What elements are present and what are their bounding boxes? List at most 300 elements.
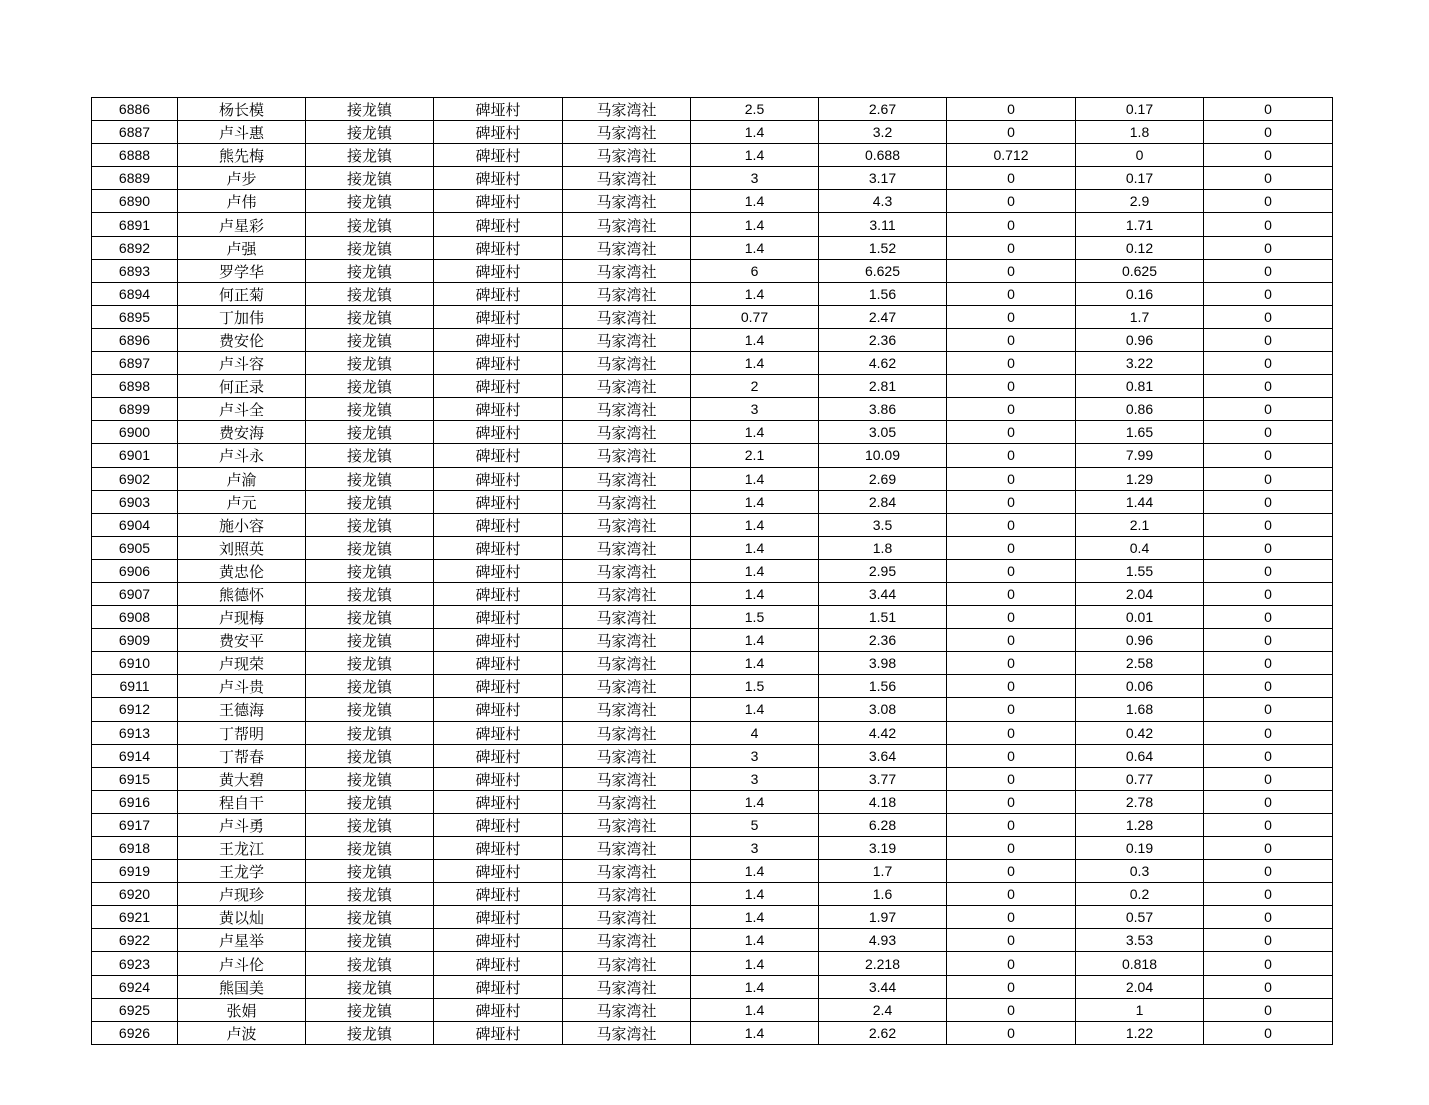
cell-value-e: 0 — [1204, 190, 1333, 213]
cell-value-c: 0 — [947, 259, 1076, 282]
cell-value-e: 0 — [1204, 813, 1333, 836]
cell-village: 碑垭村 — [434, 998, 563, 1021]
cell-value-b: 3.11 — [819, 213, 947, 236]
cell-name: 卢斗全 — [178, 398, 306, 421]
cell-name: 熊国美 — [178, 975, 306, 998]
cell-value-a: 3 — [691, 744, 819, 767]
cell-town: 接龙镇 — [306, 675, 434, 698]
cell-row-number: 6916 — [92, 790, 178, 813]
cell-village: 碑垭村 — [434, 259, 563, 282]
cell-value-a: 1.4 — [691, 328, 819, 351]
cell-group: 马家湾社 — [563, 398, 691, 421]
cell-value-d: 0.4 — [1076, 536, 1204, 559]
cell-town: 接龙镇 — [306, 606, 434, 629]
cell-name: 卢现荣 — [178, 652, 306, 675]
table-row — [92, 606, 1333, 629]
cell-value-c: 0.712 — [947, 144, 1076, 167]
cell-row-number: 6909 — [92, 629, 178, 652]
cell-group: 马家湾社 — [563, 698, 691, 721]
cell-value-a: 2.1 — [691, 444, 819, 467]
cell-value-a: 1.4 — [691, 490, 819, 513]
cell-value-c: 0 — [947, 652, 1076, 675]
cell-name: 卢现梅 — [178, 606, 306, 629]
cell-row-number: 6924 — [92, 975, 178, 998]
cell-row-number: 6899 — [92, 398, 178, 421]
cell-town: 接龙镇 — [306, 952, 434, 975]
cell-value-c: 0 — [947, 375, 1076, 398]
cell-name: 费安海 — [178, 421, 306, 444]
cell-group: 马家湾社 — [563, 883, 691, 906]
cell-name: 王龙江 — [178, 837, 306, 860]
cell-value-e: 0 — [1204, 213, 1333, 236]
cell-value-c: 0 — [947, 860, 1076, 883]
cell-value-c: 0 — [947, 582, 1076, 605]
cell-row-number: 6920 — [92, 883, 178, 906]
cell-row-number: 6897 — [92, 352, 178, 375]
table-row — [92, 352, 1333, 375]
cell-value-d: 0.57 — [1076, 906, 1204, 929]
cell-value-c: 0 — [947, 698, 1076, 721]
cell-value-d: 1 — [1076, 998, 1204, 1021]
cell-value-d: 2.04 — [1076, 582, 1204, 605]
cell-value-e: 0 — [1204, 559, 1333, 582]
cell-group: 马家湾社 — [563, 975, 691, 998]
cell-name: 卢元 — [178, 490, 306, 513]
cell-town: 接龙镇 — [306, 883, 434, 906]
cell-row-number: 6919 — [92, 860, 178, 883]
cell-value-c: 0 — [947, 767, 1076, 790]
cell-value-c: 0 — [947, 213, 1076, 236]
table-row — [92, 675, 1333, 698]
cell-row-number: 6889 — [92, 167, 178, 190]
cell-village: 碑垭村 — [434, 652, 563, 675]
table-row — [92, 582, 1333, 605]
cell-village: 碑垭村 — [434, 121, 563, 144]
cell-value-d: 2.58 — [1076, 652, 1204, 675]
table-row — [92, 883, 1333, 906]
cell-group: 马家湾社 — [563, 305, 691, 328]
cell-value-a: 1.4 — [691, 1021, 819, 1044]
cell-group: 马家湾社 — [563, 629, 691, 652]
cell-value-a: 1.4 — [691, 629, 819, 652]
cell-value-e: 0 — [1204, 282, 1333, 305]
cell-row-number: 6890 — [92, 190, 178, 213]
table-row — [92, 559, 1333, 582]
table-row — [92, 328, 1333, 351]
cell-value-a: 1.4 — [691, 467, 819, 490]
cell-town: 接龙镇 — [306, 236, 434, 259]
cell-group: 马家湾社 — [563, 652, 691, 675]
cell-name: 卢斗永 — [178, 444, 306, 467]
cell-village: 碑垭村 — [434, 190, 563, 213]
cell-value-a: 1.5 — [691, 606, 819, 629]
cell-name: 熊先梅 — [178, 144, 306, 167]
cell-value-b: 2.218 — [819, 952, 947, 975]
cell-name: 张娟 — [178, 998, 306, 1021]
cell-village: 碑垭村 — [434, 375, 563, 398]
cell-value-e: 0 — [1204, 352, 1333, 375]
cell-value-b: 3.19 — [819, 837, 947, 860]
cell-value-c: 0 — [947, 883, 1076, 906]
cell-value-b: 2.81 — [819, 375, 947, 398]
cell-value-b: 3.08 — [819, 698, 947, 721]
cell-village: 碑垭村 — [434, 282, 563, 305]
cell-value-a: 1.4 — [691, 952, 819, 975]
cell-value-e: 0 — [1204, 606, 1333, 629]
cell-village: 碑垭村 — [434, 975, 563, 998]
cell-value-e: 0 — [1204, 536, 1333, 559]
cell-group: 马家湾社 — [563, 375, 691, 398]
cell-value-a: 3 — [691, 767, 819, 790]
cell-value-d: 0.96 — [1076, 328, 1204, 351]
cell-value-c: 0 — [947, 282, 1076, 305]
cell-town: 接龙镇 — [306, 398, 434, 421]
cell-value-c: 0 — [947, 98, 1076, 121]
cell-name: 卢伟 — [178, 190, 306, 213]
cell-town: 接龙镇 — [306, 813, 434, 836]
cell-name: 王龙学 — [178, 860, 306, 883]
cell-row-number: 6888 — [92, 144, 178, 167]
cell-value-a: 1.4 — [691, 975, 819, 998]
cell-group: 马家湾社 — [563, 744, 691, 767]
cell-name: 卢斗惠 — [178, 121, 306, 144]
cell-row-number: 6894 — [92, 282, 178, 305]
cell-value-e: 0 — [1204, 490, 1333, 513]
cell-value-b: 4.93 — [819, 929, 947, 952]
cell-group: 马家湾社 — [563, 606, 691, 629]
cell-value-b: 2.67 — [819, 98, 947, 121]
cell-value-b: 2.47 — [819, 305, 947, 328]
cell-name: 卢斗伦 — [178, 952, 306, 975]
cell-value-d: 2.1 — [1076, 513, 1204, 536]
cell-village: 碑垭村 — [434, 721, 563, 744]
cell-village: 碑垭村 — [434, 236, 563, 259]
cell-row-number: 6917 — [92, 813, 178, 836]
cell-name: 罗学华 — [178, 259, 306, 282]
cell-group: 马家湾社 — [563, 790, 691, 813]
cell-value-e: 0 — [1204, 860, 1333, 883]
cell-value-c: 0 — [947, 328, 1076, 351]
cell-name: 丁帮明 — [178, 721, 306, 744]
table-row — [92, 490, 1333, 513]
cell-value-d: 0.17 — [1076, 167, 1204, 190]
cell-value-b: 0.688 — [819, 144, 947, 167]
cell-value-d: 1.71 — [1076, 213, 1204, 236]
cell-value-e: 0 — [1204, 975, 1333, 998]
cell-value-b: 1.51 — [819, 606, 947, 629]
cell-value-b: 2.69 — [819, 467, 947, 490]
cell-value-d: 0.96 — [1076, 629, 1204, 652]
cell-village: 碑垭村 — [434, 98, 563, 121]
cell-group: 马家湾社 — [563, 767, 691, 790]
cell-town: 接龙镇 — [306, 837, 434, 860]
cell-town: 接龙镇 — [306, 721, 434, 744]
cell-town: 接龙镇 — [306, 375, 434, 398]
cell-village: 碑垭村 — [434, 328, 563, 351]
cell-group: 马家湾社 — [563, 328, 691, 351]
cell-town: 接龙镇 — [306, 213, 434, 236]
cell-row-number: 6918 — [92, 837, 178, 860]
cell-value-d: 3.53 — [1076, 929, 1204, 952]
cell-value-a: 1.4 — [691, 236, 819, 259]
cell-group: 马家湾社 — [563, 467, 691, 490]
cell-town: 接龙镇 — [306, 144, 434, 167]
cell-village: 碑垭村 — [434, 744, 563, 767]
cell-value-d: 0.12 — [1076, 236, 1204, 259]
cell-row-number: 6908 — [92, 606, 178, 629]
cell-row-number: 6912 — [92, 698, 178, 721]
table-row — [92, 444, 1333, 467]
cell-row-number: 6922 — [92, 929, 178, 952]
cell-value-c: 0 — [947, 629, 1076, 652]
cell-value-e: 0 — [1204, 144, 1333, 167]
table-row — [92, 421, 1333, 444]
cell-group: 马家湾社 — [563, 860, 691, 883]
cell-group: 马家湾社 — [563, 98, 691, 121]
cell-value-d: 1.68 — [1076, 698, 1204, 721]
cell-value-e: 0 — [1204, 675, 1333, 698]
cell-village: 碑垭村 — [434, 860, 563, 883]
cell-name: 卢步 — [178, 167, 306, 190]
cell-row-number: 6907 — [92, 582, 178, 605]
cell-name: 卢斗贵 — [178, 675, 306, 698]
cell-group: 马家湾社 — [563, 675, 691, 698]
table-row — [92, 398, 1333, 421]
cell-value-b: 10.09 — [819, 444, 947, 467]
cell-value-b: 3.44 — [819, 582, 947, 605]
cell-value-d: 1.22 — [1076, 1021, 1204, 1044]
cell-value-b: 1.56 — [819, 282, 947, 305]
cell-town: 接龙镇 — [306, 259, 434, 282]
cell-row-number: 6891 — [92, 213, 178, 236]
table-row — [92, 860, 1333, 883]
cell-name: 刘照英 — [178, 536, 306, 559]
cell-row-number: 6893 — [92, 259, 178, 282]
cell-value-d: 3.22 — [1076, 352, 1204, 375]
cell-value-e: 0 — [1204, 929, 1333, 952]
cell-town: 接龙镇 — [306, 1021, 434, 1044]
cell-value-a: 1.4 — [691, 282, 819, 305]
cell-value-b: 1.56 — [819, 675, 947, 698]
cell-value-e: 0 — [1204, 721, 1333, 744]
cell-town: 接龙镇 — [306, 121, 434, 144]
cell-group: 马家湾社 — [563, 952, 691, 975]
cell-group: 马家湾社 — [563, 582, 691, 605]
cell-value-e: 0 — [1204, 1021, 1333, 1044]
cell-value-c: 0 — [947, 952, 1076, 975]
cell-value-a: 1.4 — [691, 998, 819, 1021]
cell-value-e: 0 — [1204, 652, 1333, 675]
table-row — [92, 837, 1333, 860]
cell-town: 接龙镇 — [306, 328, 434, 351]
cell-name: 卢斗勇 — [178, 813, 306, 836]
cell-value-b: 4.3 — [819, 190, 947, 213]
cell-value-a: 1.4 — [691, 121, 819, 144]
table-row — [92, 513, 1333, 536]
cell-value-e: 0 — [1204, 467, 1333, 490]
cell-value-c: 0 — [947, 536, 1076, 559]
cell-value-c: 0 — [947, 190, 1076, 213]
cell-row-number: 6903 — [92, 490, 178, 513]
cell-village: 碑垭村 — [434, 1021, 563, 1044]
cell-value-e: 0 — [1204, 98, 1333, 121]
table-row — [92, 998, 1333, 1021]
cell-value-e: 0 — [1204, 421, 1333, 444]
cell-town: 接龙镇 — [306, 860, 434, 883]
cell-value-e: 0 — [1204, 236, 1333, 259]
table-row — [92, 213, 1333, 236]
cell-value-c: 0 — [947, 444, 1076, 467]
cell-village: 碑垭村 — [434, 606, 563, 629]
cell-value-c: 0 — [947, 352, 1076, 375]
cell-name: 卢斗容 — [178, 352, 306, 375]
cell-value-b: 2.84 — [819, 490, 947, 513]
cell-value-d: 0.16 — [1076, 282, 1204, 305]
cell-group: 马家湾社 — [563, 236, 691, 259]
cell-value-a: 1.4 — [691, 929, 819, 952]
cell-value-b: 1.7 — [819, 860, 947, 883]
cell-value-d: 0.42 — [1076, 721, 1204, 744]
table-row — [92, 952, 1333, 975]
cell-value-d: 0.2 — [1076, 883, 1204, 906]
cell-value-c: 0 — [947, 998, 1076, 1021]
cell-value-e: 0 — [1204, 121, 1333, 144]
cell-row-number: 6910 — [92, 652, 178, 675]
cell-value-b: 2.36 — [819, 629, 947, 652]
cell-name: 施小容 — [178, 513, 306, 536]
cell-row-number: 6925 — [92, 998, 178, 1021]
cell-value-a: 1.4 — [691, 559, 819, 582]
cell-group: 马家湾社 — [563, 259, 691, 282]
cell-village: 碑垭村 — [434, 698, 563, 721]
cell-value-d: 2.9 — [1076, 190, 1204, 213]
cell-value-e: 0 — [1204, 328, 1333, 351]
cell-village: 碑垭村 — [434, 906, 563, 929]
data-table — [91, 97, 1333, 1045]
table-row — [92, 121, 1333, 144]
cell-name: 王德海 — [178, 698, 306, 721]
cell-value-d: 1.29 — [1076, 467, 1204, 490]
cell-town: 接龙镇 — [306, 190, 434, 213]
cell-name: 丁帮春 — [178, 744, 306, 767]
cell-value-d: 0.3 — [1076, 860, 1204, 883]
cell-value-d: 0.19 — [1076, 837, 1204, 860]
cell-town: 接龙镇 — [306, 513, 434, 536]
cell-value-c: 0 — [947, 398, 1076, 421]
cell-value-c: 0 — [947, 167, 1076, 190]
cell-value-d: 0.81 — [1076, 375, 1204, 398]
cell-group: 马家湾社 — [563, 837, 691, 860]
table-row — [92, 536, 1333, 559]
cell-value-c: 0 — [947, 421, 1076, 444]
cell-value-e: 0 — [1204, 305, 1333, 328]
table-row — [92, 813, 1333, 836]
table-row — [92, 144, 1333, 167]
cell-group: 马家湾社 — [563, 513, 691, 536]
cell-name: 何正菊 — [178, 282, 306, 305]
cell-value-b: 2.62 — [819, 1021, 947, 1044]
cell-value-b: 6.625 — [819, 259, 947, 282]
cell-value-e: 0 — [1204, 444, 1333, 467]
cell-town: 接龙镇 — [306, 652, 434, 675]
cell-value-b: 3.77 — [819, 767, 947, 790]
cell-town: 接龙镇 — [306, 975, 434, 998]
cell-name: 熊德怀 — [178, 582, 306, 605]
cell-group: 马家湾社 — [563, 1021, 691, 1044]
cell-village: 碑垭村 — [434, 444, 563, 467]
cell-row-number: 6906 — [92, 559, 178, 582]
cell-town: 接龙镇 — [306, 98, 434, 121]
cell-town: 接龙镇 — [306, 929, 434, 952]
cell-value-c: 0 — [947, 467, 1076, 490]
cell-group: 马家湾社 — [563, 998, 691, 1021]
cell-value-b: 2.4 — [819, 998, 947, 1021]
cell-value-e: 0 — [1204, 513, 1333, 536]
cell-name: 卢渝 — [178, 467, 306, 490]
cell-value-e: 0 — [1204, 767, 1333, 790]
cell-value-d: 0.64 — [1076, 744, 1204, 767]
cell-value-a: 4 — [691, 721, 819, 744]
cell-name: 费安伦 — [178, 328, 306, 351]
cell-value-d: 0.06 — [1076, 675, 1204, 698]
cell-value-c: 0 — [947, 559, 1076, 582]
cell-value-c: 0 — [947, 236, 1076, 259]
cell-row-number: 6887 — [92, 121, 178, 144]
cell-value-a: 1.4 — [691, 421, 819, 444]
table-row — [92, 259, 1333, 282]
cell-value-b: 1.6 — [819, 883, 947, 906]
cell-town: 接龙镇 — [306, 167, 434, 190]
cell-value-d: 7.99 — [1076, 444, 1204, 467]
cell-group: 马家湾社 — [563, 144, 691, 167]
cell-value-c: 0 — [947, 744, 1076, 767]
cell-town: 接龙镇 — [306, 582, 434, 605]
cell-value-c: 0 — [947, 1021, 1076, 1044]
cell-town: 接龙镇 — [306, 998, 434, 1021]
cell-group: 马家湾社 — [563, 490, 691, 513]
cell-value-d: 0.86 — [1076, 398, 1204, 421]
cell-group: 马家湾社 — [563, 421, 691, 444]
cell-village: 碑垭村 — [434, 790, 563, 813]
cell-value-b: 4.62 — [819, 352, 947, 375]
cell-name: 卢星举 — [178, 929, 306, 952]
cell-value-e: 0 — [1204, 698, 1333, 721]
cell-village: 碑垭村 — [434, 305, 563, 328]
cell-value-a: 3 — [691, 398, 819, 421]
cell-row-number: 6913 — [92, 721, 178, 744]
cell-value-a: 1.4 — [691, 652, 819, 675]
cell-value-d: 0.17 — [1076, 98, 1204, 121]
cell-village: 碑垭村 — [434, 467, 563, 490]
cell-town: 接龙镇 — [306, 767, 434, 790]
cell-group: 马家湾社 — [563, 213, 691, 236]
table-row — [92, 1021, 1333, 1044]
cell-name: 卢波 — [178, 1021, 306, 1044]
cell-town: 接龙镇 — [306, 467, 434, 490]
cell-value-a: 1.4 — [691, 352, 819, 375]
cell-village: 碑垭村 — [434, 767, 563, 790]
cell-town: 接龙镇 — [306, 629, 434, 652]
table-row — [92, 698, 1333, 721]
cell-value-c: 0 — [947, 837, 1076, 860]
cell-row-number: 6926 — [92, 1021, 178, 1044]
cell-value-e: 0 — [1204, 582, 1333, 605]
cell-value-a: 1.4 — [691, 883, 819, 906]
cell-town: 接龙镇 — [306, 744, 434, 767]
cell-row-number: 6902 — [92, 467, 178, 490]
cell-name: 杨长模 — [178, 98, 306, 121]
table-row — [92, 790, 1333, 813]
